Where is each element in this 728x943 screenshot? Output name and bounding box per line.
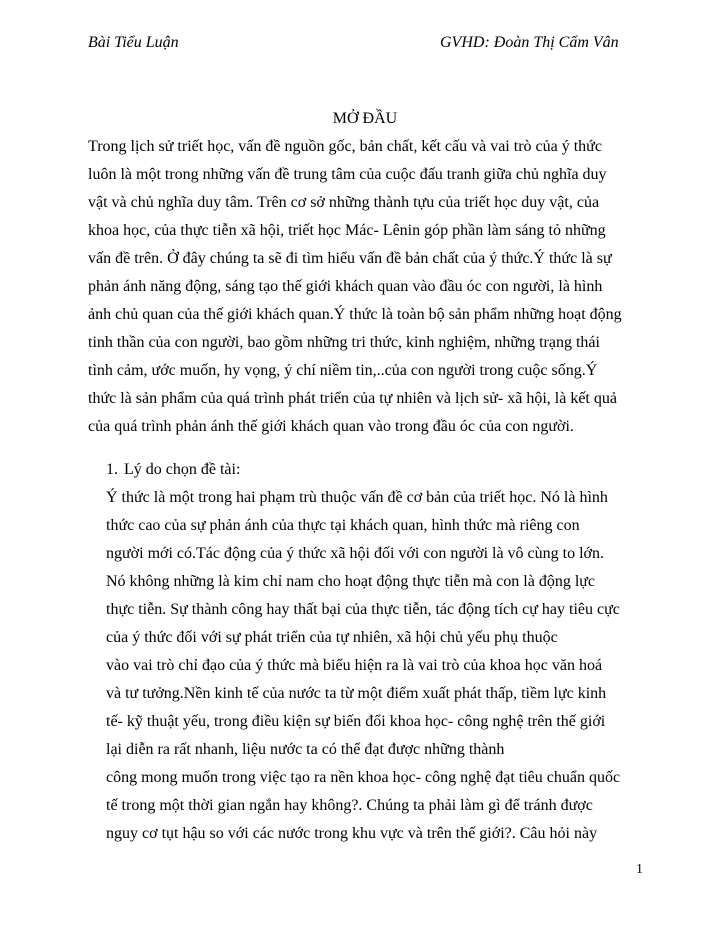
text-line: và tư tưởng.Nền kinh tế của nước ta từ một điểm xuất phát thấp, tiềm lực kinh <box>106 685 607 702</box>
text-line: phản ánh năng động, sáng tạo thế giới khách quan vào đầu óc con người, là hình <box>88 278 603 295</box>
text-line: người mới có.Tác động của ý thức xã hội đối với con người là vô cùng to lớn. <box>106 545 605 562</box>
text-line: thức cao của sự phản ánh của thực tại khách quan, hình thức mà riêng con <box>106 517 580 534</box>
text-line: tế trong một thời gian ngắn hay không?. Chúng ta phải làm gì để tránh được <box>106 797 593 814</box>
section-heading <box>106 456 240 484</box>
text-line: Nó không những là kim chỉ nam cho hoạt động thực tiễn mà con là động lực <box>106 573 596 590</box>
text-line: luôn là một trong những vấn đề trung tâm của cuộc đấu tranh giữa chủ nghĩa duy <box>88 166 607 183</box>
text-line: của ý thức đối với sự phát triển của tự nhiên, xã hội chủ yếu phụ thuộc <box>106 629 558 646</box>
text-line: vào vai trò chỉ đạo của ý thức mà biểu hiện ra là vai trò của khoa học văn hoá <box>106 657 603 674</box>
text-line: thức là sản phẩm của quá trình phát triển của tự nhiên và lịch sử- xã hội, là kết quả <box>88 390 617 407</box>
text-line: của quá trình phản ánh thế giới khách quan vào trong đầu óc của con người. <box>88 418 574 435</box>
intro-paragraph <box>88 133 658 441</box>
section-heading-text: Lý do chọn đề tài: <box>124 461 241 478</box>
text-line: thực tiễn. Sự thành công hay thất bại của thực tiễn, tác động tích cự hay tiêu cực <box>106 601 620 618</box>
text-line: tế- kỹ thuật yếu, trong điều kiện sự biến đổi khoa học- công nghệ trên thế giới <box>106 713 606 730</box>
text-line: vấn đề trên. Ở đây chúng ta sẽ đi tìm hiểu vấn đề bản chất của ý thức.Ý thức là sự <box>88 250 612 267</box>
header-title: Bài Tiểu Luận <box>88 34 179 51</box>
text-line: công mong muốn trong việc tạo ra nền khoa học- công nghệ đạt tiêu chuẩn quốc <box>106 769 621 786</box>
text-line: tình cảm, ước muốn, hy vọng, ý chí niềm tin,..của con người trong cuộc sống.Ý <box>88 362 598 379</box>
title-text: MỞ ĐẦU <box>332 110 398 127</box>
section-paragraph <box>106 484 656 848</box>
text-line: vật và chủ nghĩa duy tâm. Trên cơ sở những thành tựu của triết học duy vật, của <box>88 194 600 211</box>
page-title <box>0 110 728 128</box>
text-line: ảnh chủ quan của thế giới khách quan.Ý thức là toàn bộ sản phẩm những hoạt động <box>88 306 622 323</box>
text-line: Trong lịch sử triết học, vấn đề nguồn gốc, bản chất, kết cấu và vai trò của ý thức <box>88 138 602 155</box>
text-line: lại diễn ra rất nhanh, liệu nước ta có thể đạt được những thành <box>106 741 505 758</box>
page-header <box>88 34 648 58</box>
text-line: nguy cơ tụt hậu so với các nước trong khu vực và trên thế giới?. Câu hỏi này <box>106 825 598 842</box>
page-number: 1 <box>636 862 643 877</box>
text-line: Ý thức là một trong hai phạm trù thuộc vấn đề cơ bản của triết học. Nó là hình <box>106 489 608 506</box>
text-line: khoa học, của thực tiễn xã hội, triết học Mác- Lênin góp phần làm sáng tỏ những <box>88 222 606 239</box>
section-number: 1. <box>106 461 118 478</box>
text-line: tinh thần của con người, bao gồm những tri thức, kinh nghiệm, những trạng thái <box>88 334 600 351</box>
header-instructor: GVHD: Đoàn Thị Cẩm Vân <box>440 34 619 51</box>
